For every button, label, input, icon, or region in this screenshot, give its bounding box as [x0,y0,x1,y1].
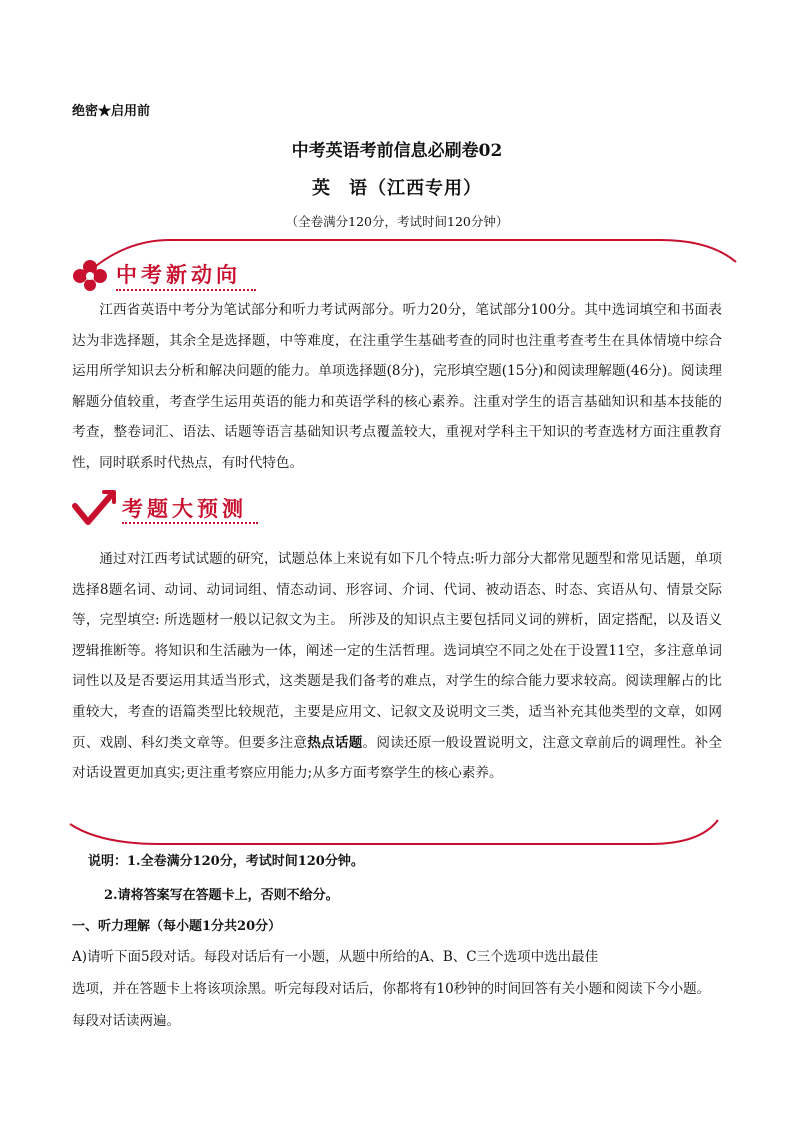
note-1: 说明：1.全卷满分120分，考试时间120分钟。 [88,854,364,869]
exam-subject [0,174,794,200]
subject-rest: 语（江西专用） [349,178,482,199]
exam-title: 中考英语考前信息必刷卷02 [291,141,503,161]
predict-paragraph [72,544,722,789]
trend-paragraph [72,295,722,479]
note-2: 2.请将答案写在答题卡上，否则不给分。 [104,888,339,903]
predict-underline [122,522,258,524]
score-note: （全卷满分120分，考试时间120分钟） [285,214,509,229]
subject-char-1: 英 [312,178,331,199]
instruction-line-2: 选项，并在答题卡上将该项涂黑。听完每段对话后，你都将有10秒钟的时间回答有关小题和阅读下今小题。 [72,981,711,997]
check-arrow-icon [72,488,118,528]
trend-heading: 中考新动向 [116,263,241,287]
clover-icon [70,258,110,294]
instruction-line-3: 每段对话读两遍。 [72,1013,180,1029]
confidential-label: 绝密★启用前 [72,104,151,119]
predict-text-part2: 。阅读还原一般设置说明文，注意文章前后的调理性。补全对话设置更加真实;更注重考察应用能力;从多方面考察学生的核心素养。 [72,734,723,782]
section-1-heading: 一、听力理解（每小题1分共20分） [72,919,282,934]
trend-text: 江西省英语中考分为笔试部分和听力考试两部分。听力20分，笔试部分100分。其中选词填空和书面表达为非选择题，其余全是选择题，中等难度，在注重学生基础考查的同时也注重考查考生在具体情境中综合运用所学知识去分析和解决问题的能力。单项选择题(8分)，完形填空题(15分)和阅读理解题(46分)。阅读理解题分值较重，考查学生运用英语的能力和英语学科的核心素养。注重对学生的语言基础知识和基本技能的考查，整卷词汇、语法、话题等语言基础知识考点覆盖较大，重视对学科主干知识的考查选材方面注重教育性，同时联系时代热点，有时代特色。 [72,302,722,471]
instruction-line-1: A)请听下面5段对话。每段对话后有一小题，从题中所给的A、B、C三个选项中选出最佳 [72,949,599,965]
trend-underline [116,289,256,291]
predict-text-part1: 通过对江西考试试题的研究，试题总体上来说有如下几个特点:听力部分大都常见题型和常见话题，单项选择8题名词、动词、动词词组、情态动词、形容词、介词、代词、被动语态、时态、宾语从句、情景交际等，完型填空: 所选题材一般以记叙文为主。 所涉及的知识点主要包括同义词的辨析，固定搭配，以及语义逻辑推断等。将知识和生活融为一体，阐述一定的生活哲理。选词填空不同之处在于设置11空，多注意单词词性以及是否要运用其适当形式，这类题是我们备考的难点，对学生的综合能力要求较高。阅读理解占的比重较大，考查的语篇类型比较规范，主要是应用文、记叙文及说明文三类，适当补充其他类型的文章，如网页、戏剧、科幻类文章等。但要多注意 [72,551,722,751]
predict-heading: 考题大预测 [122,497,247,521]
section-1-instructions [72,941,732,1037]
predict-text-hot-topic: 热点话题 [307,734,363,751]
predict-text [72,544,722,789]
